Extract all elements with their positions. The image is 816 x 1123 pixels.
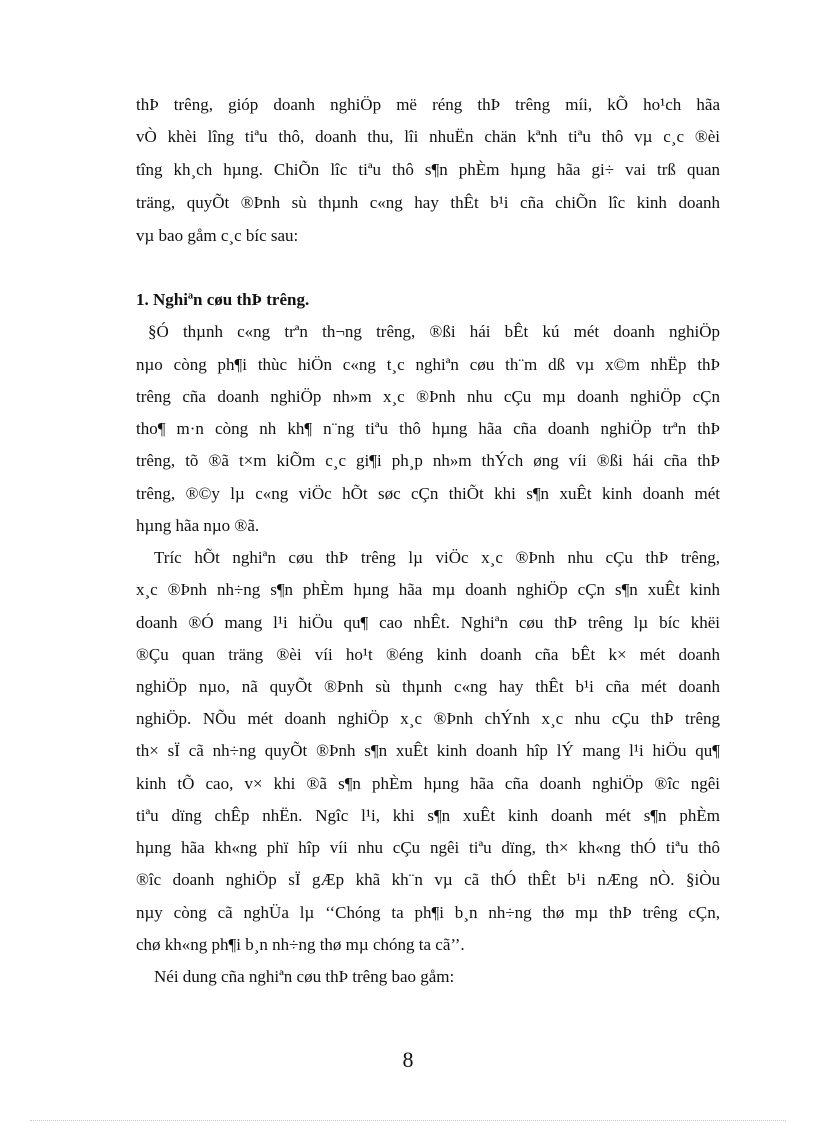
text-line: Tríc hÕt nghiªn cøu thÞ trêng lµ viÖc x¸c ®Þnh nhu cÇu thÞ trêng, xyxy=(154,548,720,567)
text-line: nµy còng cã nghÜa lµ ‘‘Chóng ta ph¶i b¸n nh÷ng thø mµ thÞ trêng cÇn, xyxy=(136,903,720,922)
text-line: th× sÏ cã nh÷ng quyÕt ®Þnh s¶n xuÊt kinh doanh hîp lÝ mang l¹i hiÖu qu¶ xyxy=(136,741,720,760)
text-line: nµo còng ph¶i thùc hiÖn c«ng t¸c nghiªn cøu th¨m dß vµ x©m nhËp thÞ xyxy=(136,355,720,374)
text-line: kinh tÕ cao, v× khi ®ã s¶n phÈm hµng hãa cña doanh nghiÖp ®îc ngêi xyxy=(136,774,720,793)
text-line: nghiÖp nµo, nã quyÕt ®Þnh sù thµnh c«ng hay thÊt b¹i cña mét doanh xyxy=(136,677,720,696)
text-line: hµng hãa kh«ng phï hîp víi nhu cÇu ngêi tiªu dïng, th× kh«ng thÓ tiªu thô xyxy=(136,838,720,857)
text-line: träng, quyÕt ®Þnh sù thµnh c«ng hay thÊt b¹i cña chiÕn lîc kinh doanh xyxy=(136,193,720,212)
text-line: thÞ trêng, gióp doanh nghiÖp më réng thÞ trêng míi, kÕ ho¹ch hãa xyxy=(136,95,720,114)
text-line: ®îc doanh nghiÖp sÏ gÆp khã kh¨n vµ cã thÓ thÊt b¹i nÆng nÒ. §iÒu xyxy=(136,870,720,889)
text-line: §Ó thµnh c«ng trªn th¬ng trêng, ®ßi hái bÊt kú mét doanh nghiÖp xyxy=(148,322,720,341)
text-line: trêng, ®©y lµ c«ng viÖc hÕt søc cÇn thiÕt khi s¶n xuÊt kinh doanh mét xyxy=(136,484,720,503)
text-line: Néi dung cña nghiªn cøu thÞ trêng bao gåm: xyxy=(154,967,455,986)
text-line: trêng cña doanh nghiÖp nh»m x¸c ®Þnh nhu cÇu mµ doanh nghiÖp cÇn xyxy=(136,387,720,406)
text-line: trêng, tõ ®ã t×m kiÕm c¸c gi¶i ph¸p nh»m thÝch øng víi ®ßi hái cña thÞ xyxy=(136,451,720,470)
text-line: vÒ khèi lîng tiªu thô, doanh thu, lîi nhuËn chän kªnh tiªu thô vµ c¸c ®èi xyxy=(136,127,720,146)
text-line: ®Çu quan träng ®èi víi ho¹t ®éng kinh doanh cña bÊt k× mét doanh xyxy=(136,645,720,664)
text-line: nghiÖp. NÕu mét doanh nghiÖp x¸c ®Þnh chÝnh x¸c nhu cÇu thÞ trêng xyxy=(136,709,720,728)
text-line: hµng hãa nµo ®ã. xyxy=(136,516,260,535)
text-line: chø kh«ng ph¶i b¸n nh÷ng thø mµ chóng ta cã’’. xyxy=(136,935,465,954)
text-line: tiªu dïng chÊp nhËn. Ngîc l¹i, khi s¶n xuÊt kinh doanh mét s¶n phÈm xyxy=(136,806,720,825)
text-line: x¸c ®Þnh nh÷ng s¶n phÈm hµng hãa mµ doanh nghiÖp cÇn s¶n xuÊt kinh xyxy=(136,580,720,599)
text-line: tîng kh¸ch hµng. ChiÕn lîc tiªu thô s¶n phÈm hµng hãa gi÷ vai trß quan xyxy=(136,160,720,179)
page-bottom-rule xyxy=(30,1120,786,1121)
text-line: doanh ®Ó mang l¹i hiÖu qu¶ cao nhÊt. Nghiªn cøu thÞ trêng lµ bíc khëi xyxy=(136,613,720,632)
page-number: 8 xyxy=(402,1047,414,1072)
text-line: tho¶ m·n còng nh kh¶ n¨ng tiªu thô hµng hãa cña doanh nghiÖp trªn thÞ xyxy=(136,419,720,438)
section-heading: 1. Nghiªn cøu thÞ trêng. xyxy=(136,290,310,309)
text-line: vµ bao gåm c¸c bíc sau: xyxy=(136,226,299,245)
